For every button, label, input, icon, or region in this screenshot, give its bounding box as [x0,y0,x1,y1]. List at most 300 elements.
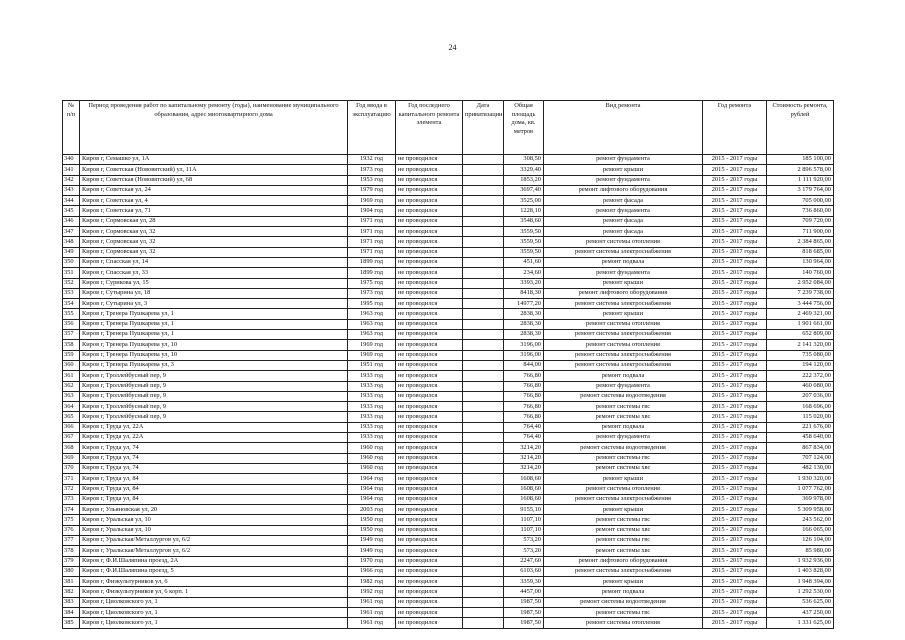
row-number: 340 [63,155,80,165]
row-number: 349 [63,247,80,257]
row-last-repair: не проводился [396,546,463,556]
row-address: Киров г, Труда ул, 84 [80,474,348,484]
row-area: 766,80 [504,371,544,381]
row-cost: 1 948 394,00 [767,577,834,587]
row-cost: 437 250,00 [767,608,834,618]
row-repair-year: 2015 - 2017 годы [703,237,767,247]
row-last-repair: не проводился [396,474,463,484]
row-repair-year: 2015 - 2017 годы [703,474,767,484]
row-area: 3548,60 [504,216,544,226]
table-row [63,556,834,566]
row-repair-year: 2015 - 2017 годы [703,247,767,257]
row-area: 1608,60 [504,484,544,494]
row-last-repair: не проводился [396,505,463,515]
row-built-year: 1953 год [348,175,396,185]
row-last-repair: не проводился [396,463,463,473]
row-last-repair: не проводился [396,196,463,206]
row-privatization [463,175,504,185]
row-last-repair: не проводился [396,288,463,298]
row-address: Киров г, Семашко ул, 1А [80,155,348,165]
row-cost: 221 676,00 [767,422,834,432]
row-number: 378 [63,546,80,556]
row-repair-year: 2015 - 2017 годы [703,340,767,350]
row-privatization [463,566,504,576]
row-repair-type: ремонт системы электроснабжения [544,330,703,340]
row-cost: 140 760,00 [767,268,834,278]
row-privatization [463,474,504,484]
row-address: Киров г, Тренера Пушкарева ул, 10 [80,340,348,350]
row-address: Киров г, Уральская ул, 10 [80,525,348,535]
row-cost: 1 930 320,00 [767,474,834,484]
row-last-repair: не проводился [396,515,463,525]
row-built-year: 1933 год [348,371,396,381]
row-repair-year: 2015 - 2017 годы [703,443,767,453]
row-repair-type: ремонт фундамента [544,381,703,391]
table-row [63,268,834,278]
row-repair-year: 2015 - 2017 годы [703,175,767,185]
table-row [63,206,834,216]
table-row [63,453,834,463]
row-repair-year: 2015 - 2017 годы [703,196,767,206]
row-built-year: 1975 год [348,278,396,288]
table-row [63,319,834,329]
row-repair-year: 2015 - 2017 годы [703,216,767,226]
row-last-repair: не проводился [396,433,463,443]
row-cost: 194 120,00 [767,360,834,370]
row-repair-type: ремонт системы электроснабжения [544,299,703,309]
row-address: Киров г, Уральская/Металлургов ул, 6/2 [80,546,348,556]
row-number: 374 [63,505,80,515]
row-built-year: 1969 год [348,196,396,206]
row-repair-type: ремонт лифтового оборудования [544,288,703,298]
row-privatization [463,608,504,618]
row-last-repair: не проводился [396,330,463,340]
table-row [63,587,834,597]
row-repair-year: 2015 - 2017 годы [703,608,767,618]
row-built-year: 1966 год [348,566,396,576]
row-repair-year: 2015 - 2017 годы [703,453,767,463]
row-cost: 652 809,00 [767,330,834,340]
table-row [63,216,834,226]
row-privatization [463,165,504,175]
row-cost: 709 720,00 [767,216,834,226]
row-privatization [463,587,504,597]
row-repair-year: 2015 - 2017 годы [703,391,767,401]
row-address: Киров г, Спасская ул, 33 [80,268,348,278]
row-privatization [463,350,504,360]
row-area: 3697,40 [504,185,544,195]
row-last-repair: не проводился [396,257,463,267]
row-repair-type: ремонт системы хвс [544,546,703,556]
table-row [63,515,834,525]
row-area: 766,80 [504,391,544,401]
row-repair-type: ремонт подвала [544,587,703,597]
row-number: 362 [63,381,80,391]
row-area: 3559,50 [504,227,544,237]
row-repair-type: ремонт лифтового оборудования [544,185,703,195]
row-number: 351 [63,268,80,278]
row-address: Киров г, Ф.И.Шаляпина проезд, 5 [80,566,348,576]
row-cost: 1 403 828,00 [767,566,834,576]
row-built-year: 1992 год [348,587,396,597]
row-cost: 85 980,00 [767,546,834,556]
row-repair-year: 2015 - 2017 годы [703,206,767,216]
row-repair-year: 2015 - 2017 годы [703,330,767,340]
row-built-year: 2003 год [348,505,396,515]
row-address: Киров г, Уральская/Металлургов ул, 6/2 [80,535,348,545]
row-repair-year: 2015 - 2017 годы [703,412,767,422]
row-cost: 705 000,00 [767,196,834,206]
table-row [63,175,834,185]
table-row [63,525,834,535]
row-built-year: 1961 год [348,608,396,618]
row-cost: 2 469 321,00 [767,309,834,319]
table-row [63,155,834,165]
row-repair-type: ремонт крыши [544,474,703,484]
row-repair-year: 2015 - 2017 годы [703,278,767,288]
row-repair-year: 2015 - 2017 годы [703,309,767,319]
row-repair-type: ремонт фундамента [544,206,703,216]
row-repair-year: 2015 - 2017 годы [703,566,767,576]
row-privatization [463,196,504,206]
col-repair-type-header: Вид ремонта [544,101,703,155]
row-last-repair: не проводился [396,268,463,278]
row-number: 345 [63,206,80,216]
row-number: 383 [63,597,80,607]
row-repair-year: 2015 - 2017 годы [703,227,767,237]
row-built-year: 1964 год [348,484,396,494]
row-repair-year: 2015 - 2017 годы [703,288,767,298]
col-last-repair-header: Год последнего капитального ремонта элемента [396,101,463,155]
row-cost: 1 292 530,00 [767,587,834,597]
row-repair-year: 2015 - 2017 годы [703,257,767,267]
row-repair-year: 2015 - 2017 годы [703,546,767,556]
table-row [63,257,834,267]
row-repair-type: ремонт лифтового оборудования [544,556,703,566]
row-last-repair: не проводился [396,309,463,319]
row-last-repair: не проводился [396,299,463,309]
row-repair-type: ремонт подвала [544,371,703,381]
row-repair-type: ремонт фасада [544,227,703,237]
row-repair-year: 2015 - 2017 годы [703,587,767,597]
row-number: 368 [63,443,80,453]
table-row [63,402,834,412]
row-last-repair: не проводился [396,350,463,360]
row-address: Киров г, Циолковского ул, 1 [80,608,348,618]
row-built-year: 1971 год [348,227,396,237]
row-address: Киров г, Труда ул, 84 [80,484,348,494]
row-area: 573,20 [504,546,544,556]
table-row [63,474,834,484]
row-cost: 482 130,00 [767,463,834,473]
row-address: Киров г, Сурикова ул, 15 [80,278,348,288]
row-built-year: 1971 год [348,237,396,247]
row-last-repair: не проводился [396,340,463,350]
row-number: 367 [63,433,80,443]
row-last-repair: не проводился [396,360,463,370]
row-cost: 222 372,00 [767,371,834,381]
row-repair-year: 2015 - 2017 годы [703,319,767,329]
row-area: 3525,00 [504,196,544,206]
row-number: 385 [63,618,80,628]
row-privatization [463,546,504,556]
row-cost: 2 141 320,00 [767,340,834,350]
row-cost: 1 077 762,00 [767,484,834,494]
row-privatization [463,433,504,443]
row-last-repair: не проводился [396,484,463,494]
row-area: 3559,50 [504,237,544,247]
row-area: 3393,20 [504,278,544,288]
row-repair-type: ремонт фундамента [544,175,703,185]
row-cost: 2 952 084,00 [767,278,834,288]
table-row [63,196,834,206]
row-last-repair: не проводился [396,525,463,535]
row-built-year: 1951 год [348,360,396,370]
row-built-year: 1933 год [348,433,396,443]
row-privatization [463,309,504,319]
row-address: Киров г, Советская (Нововятский) ул, 11А [80,165,348,175]
col-cost-header: Стоимость ремонта, рублей [767,101,834,155]
row-area: 1608,60 [504,494,544,504]
row-area: 14977,20 [504,299,544,309]
row-area: 3196,00 [504,340,544,350]
row-area: 4457,00 [504,587,544,597]
row-cost: 867 834,00 [767,443,834,453]
row-privatization [463,288,504,298]
row-last-repair: не проводился [396,391,463,401]
row-area: 3196,00 [504,350,544,360]
row-last-repair: не проводился [396,319,463,329]
table-row [63,299,834,309]
row-cost: 458 640,00 [767,433,834,443]
row-repair-type: ремонт системы электроснабжения [544,566,703,576]
row-address: Киров г, Тренера Пушкарева ул, 3 [80,360,348,370]
row-number: 375 [63,515,80,525]
row-area: 451,60 [504,257,544,267]
row-number: 350 [63,257,80,267]
row-privatization [463,391,504,401]
row-privatization [463,577,504,587]
row-last-repair: не проводился [396,587,463,597]
row-privatization [463,412,504,422]
row-address: Киров г, Троллейбусный пер, 9 [80,391,348,401]
row-repair-year: 2015 - 2017 годы [703,155,767,165]
row-repair-type: ремонт крыши [544,577,703,587]
header-row [63,101,834,155]
row-number: 360 [63,360,80,370]
row-address: Киров г, Спасская ул, 14 [80,257,348,267]
row-repair-type: ремонт крыши [544,309,703,319]
table-row [63,422,834,432]
row-cost: 130 964,00 [767,257,834,267]
row-built-year: 1933 год [348,422,396,432]
row-repair-year: 2015 - 2017 годы [703,463,767,473]
table-row [63,484,834,494]
row-last-repair: не проводился [396,597,463,607]
row-built-year: 1960 год [348,453,396,463]
row-built-year: 1960 год [348,463,396,473]
row-repair-year: 2015 - 2017 годы [703,371,767,381]
row-last-repair: не проводился [396,175,463,185]
row-repair-year: 2015 - 2017 годы [703,299,767,309]
row-repair-year: 2015 - 2017 годы [703,515,767,525]
row-address: Киров г, Циолковского ул, 1 [80,618,348,628]
row-last-repair: не проводился [396,216,463,226]
row-repair-type: ремонт системы электроснабжения [544,360,703,370]
row-area: 1987,50 [504,608,544,618]
row-last-repair: не проводился [396,556,463,566]
row-repair-type: ремонт системы гвс [544,535,703,545]
row-built-year: 1933 год [348,412,396,422]
row-built-year: 1969 год [348,340,396,350]
row-number: 354 [63,299,80,309]
row-cost: 2 384 865,00 [767,237,834,247]
row-built-year: 1961 год [348,618,396,628]
row-number: 371 [63,474,80,484]
row-number: 372 [63,484,80,494]
row-address: Киров г, Сутырина ул, 3 [80,299,348,309]
row-built-year: 1949 год [348,535,396,545]
row-address: Киров г, Сормовская ул, 32 [80,247,348,257]
row-address: Киров г, Труда ул, 84 [80,494,348,504]
row-cost: 1 901 661,00 [767,319,834,329]
row-privatization [463,227,504,237]
row-last-repair: не проводился [396,371,463,381]
row-last-repair: не проводился [396,608,463,618]
row-number: 377 [63,535,80,545]
row-privatization [463,494,504,504]
row-address: Киров г, Троллейбусный пер, 9 [80,402,348,412]
row-repair-type: ремонт фундамента [544,268,703,278]
row-number: 359 [63,350,80,360]
page-number: 24 [448,43,457,52]
table-row [63,165,834,175]
row-area: 3214,20 [504,453,544,463]
row-built-year: 1995 год [348,299,396,309]
row-last-repair: не проводился [396,494,463,504]
row-repair-type: ремонт системы отопления [544,484,703,494]
row-number: 357 [63,330,80,340]
row-built-year: 1949 год [348,546,396,556]
table-row [63,309,834,319]
row-privatization [463,247,504,257]
row-repair-year: 2015 - 2017 годы [703,505,767,515]
row-repair-year: 2015 - 2017 годы [703,422,767,432]
row-repair-type: ремонт системы отопления [544,237,703,247]
row-built-year: 1961 год [348,597,396,607]
row-area: 2838,30 [504,319,544,329]
row-area: 3359,30 [504,577,544,587]
row-privatization [463,237,504,247]
row-area: 8418,30 [504,288,544,298]
col-built-year-header: Год ввода в эксплуатацию [348,101,396,155]
row-privatization [463,402,504,412]
row-last-repair: не проводился [396,381,463,391]
row-area: 1107,10 [504,515,544,525]
row-privatization [463,330,504,340]
row-number: 384 [63,608,80,618]
row-area: 3214,20 [504,443,544,453]
row-built-year: 1950 год [348,515,396,525]
row-privatization [463,319,504,329]
row-built-year: 1971 год [348,216,396,226]
row-repair-year: 2015 - 2017 годы [703,185,767,195]
table-row [63,185,834,195]
row-privatization [463,525,504,535]
row-built-year: 1969 год [348,350,396,360]
row-address: Киров г, Физкультурников ул, 6 [80,577,348,587]
row-number: 347 [63,227,80,237]
row-privatization [463,299,504,309]
row-repair-year: 2015 - 2017 годы [703,484,767,494]
table-row [63,340,834,350]
row-privatization [463,515,504,525]
col-number-header: № п/п [63,101,80,155]
row-built-year: 1970 год [348,556,396,566]
row-number: 363 [63,391,80,401]
table-row [63,618,834,628]
row-cost: 1 932 936,00 [767,556,834,566]
row-repair-type: ремонт системы электроснабжения [544,247,703,257]
row-address: Киров г, Труда ул, 74 [80,463,348,473]
row-privatization [463,381,504,391]
table-row [63,278,834,288]
row-area: 766,80 [504,402,544,412]
row-last-repair: не проводился [396,155,463,165]
row-last-repair: не проводился [396,206,463,216]
row-cost: 736 860,00 [767,206,834,216]
row-area: 766,80 [504,412,544,422]
table-row [63,247,834,257]
table-row [63,546,834,556]
row-privatization [463,340,504,350]
row-number: 355 [63,309,80,319]
row-repair-year: 2015 - 2017 годы [703,268,767,278]
row-area: 308,50 [504,155,544,165]
row-cost: 707 124,00 [767,453,834,463]
row-cost: 115 020,00 [767,412,834,422]
row-repair-type: ремонт подвала [544,422,703,432]
row-built-year: 1973 год [348,165,396,175]
row-repair-type: ремонт фундамента [544,155,703,165]
row-repair-type: ремонт системы отопления [544,618,703,628]
row-repair-type: ремонт системы электроснабжения [544,494,703,504]
row-address: Киров г, Физкультурников ул, 6 корп. 1 [80,587,348,597]
table-row [63,360,834,370]
row-privatization [463,360,504,370]
row-number: 361 [63,371,80,381]
row-privatization [463,597,504,607]
table-row [63,535,834,545]
row-address: Киров г, Троллейбусный пер, 9 [80,412,348,422]
row-cost: 166 065,00 [767,525,834,535]
table-row [63,381,834,391]
row-repair-type: ремонт системы хвс [544,412,703,422]
row-number: 370 [63,463,80,473]
row-address: Киров г, Уральская ул, 10 [80,515,348,525]
row-cost: 207 036,00 [767,391,834,401]
row-repair-year: 2015 - 2017 годы [703,597,767,607]
row-built-year: 1933 год [348,381,396,391]
row-privatization [463,453,504,463]
row-built-year: 1933 год [348,391,396,401]
row-repair-type: ремонт системы отопления [544,340,703,350]
row-number: 358 [63,340,80,350]
table-row [63,505,834,515]
row-cost: 1 111 920,00 [767,175,834,185]
row-repair-type: ремонт системы водоотведения [544,391,703,401]
row-cost: 3 179 764,00 [767,185,834,195]
